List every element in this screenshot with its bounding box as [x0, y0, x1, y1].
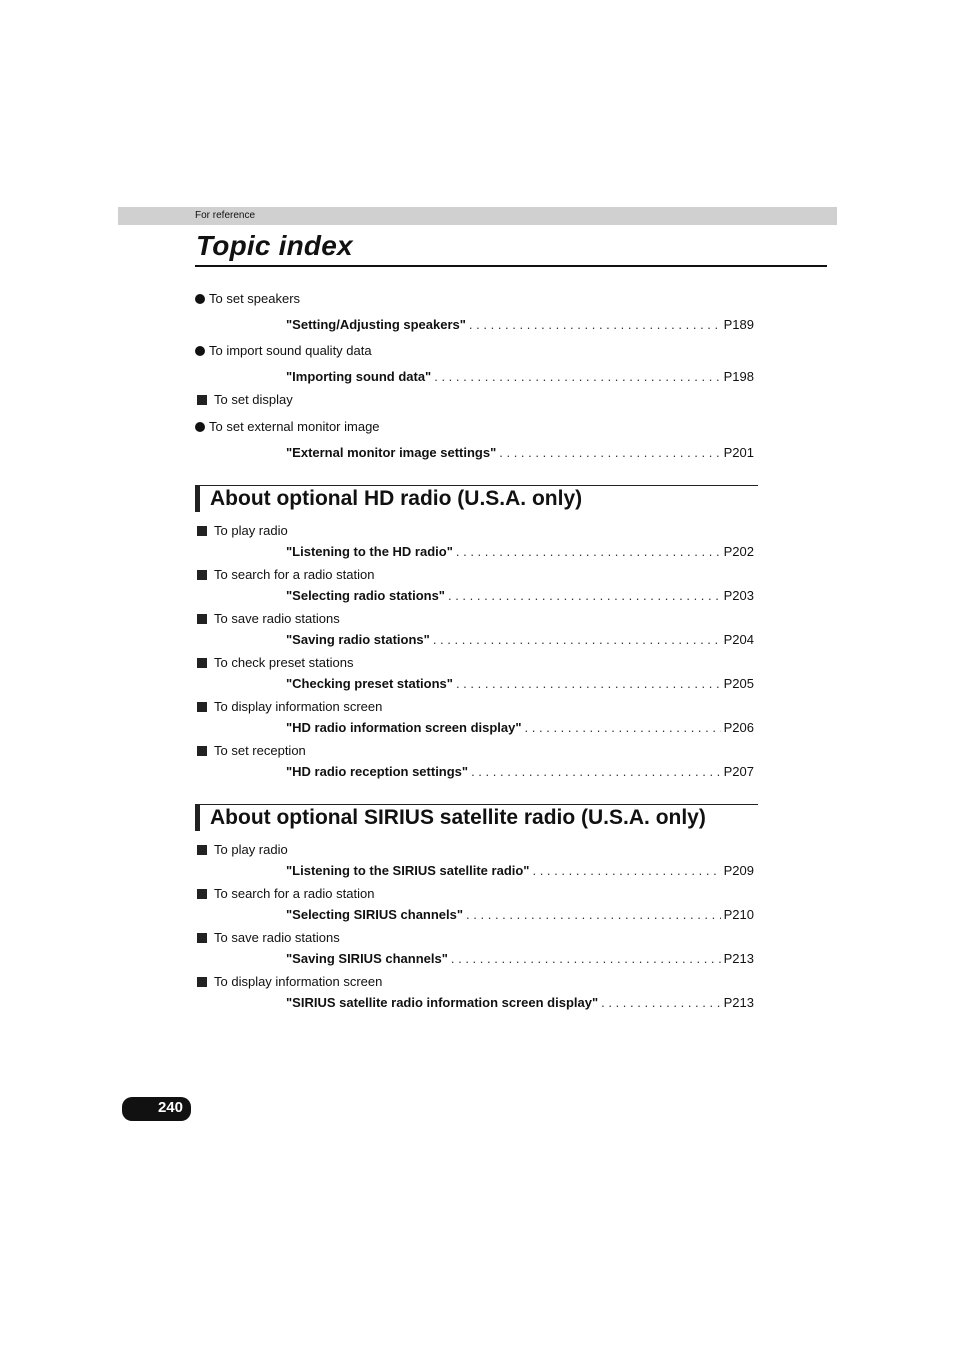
- topic-item: To search for a radio station: [195, 885, 374, 901]
- reference-row[interactable]: [286, 676, 754, 691]
- page-reference: P213: [723, 995, 754, 1010]
- bullet-square-icon: [197, 933, 207, 943]
- reference-row[interactable]: [286, 544, 754, 559]
- section-bar: [195, 805, 200, 831]
- dot-leader: [525, 720, 721, 735]
- section-title: About optional SIRIUS satellite radio (U.S.A. only): [210, 806, 706, 829]
- page-reference: P204: [723, 632, 754, 647]
- dot-leader: [466, 907, 721, 922]
- reference-title: "SIRIUS satellite radio information screen display": [286, 995, 599, 1010]
- topic-item: To set display: [195, 391, 293, 407]
- header-bar: [118, 207, 837, 225]
- topic-item: To import sound quality data: [195, 342, 372, 358]
- page-reference: P201: [723, 445, 754, 460]
- bullet-square-icon: [197, 570, 207, 580]
- topic-item: To set speakers: [195, 290, 300, 306]
- page-number-badge: [122, 1097, 191, 1121]
- title-rule: [195, 265, 827, 267]
- page-reference: P210: [723, 907, 754, 922]
- topic-item: To set reception: [195, 742, 306, 758]
- dot-leader: [532, 863, 720, 878]
- reference-row[interactable]: [286, 369, 754, 384]
- bullet-dot-icon: [195, 346, 205, 356]
- topic-item: To play radio: [195, 522, 288, 538]
- dot-leader: [471, 764, 721, 779]
- dot-leader: [433, 632, 721, 647]
- bullet-square-icon: [197, 977, 207, 987]
- page-reference: P213: [723, 951, 754, 966]
- bullet-square-icon: [197, 658, 207, 668]
- page-number: 240: [157, 1099, 183, 1116]
- page-reference: P203: [723, 588, 754, 603]
- topic-item: To check preset stations: [195, 654, 353, 670]
- section-heading-sirius: [195, 804, 758, 832]
- reference-row[interactable]: [286, 995, 754, 1010]
- reference-title: "Selecting SIRIUS channels": [286, 907, 464, 922]
- page-reference: P202: [723, 544, 754, 559]
- reference-row[interactable]: [286, 445, 754, 460]
- section-bar: [195, 486, 200, 512]
- page-reference: P198: [723, 369, 754, 384]
- topic-item: To save radio stations: [195, 929, 340, 945]
- section-heading-hd-radio: [195, 485, 758, 513]
- dot-leader: [469, 317, 721, 332]
- reference-row[interactable]: [286, 907, 754, 922]
- reference-row[interactable]: [286, 317, 754, 332]
- page-reference: P189: [723, 317, 754, 332]
- topic-item: To save radio stations: [195, 610, 340, 626]
- dot-leader: [499, 445, 720, 460]
- section-title: About optional HD radio (U.S.A. only): [210, 487, 583, 510]
- bullet-square-icon: [197, 845, 207, 855]
- reference-row[interactable]: [286, 863, 754, 878]
- reference-row[interactable]: [286, 764, 754, 779]
- page-title: Topic index: [196, 230, 353, 261]
- reference-row[interactable]: [286, 588, 754, 603]
- page-reference: P206: [723, 720, 754, 735]
- bullet-square-icon: [197, 614, 207, 624]
- topic-item: To display information screen: [195, 698, 382, 714]
- reference-title: "Importing sound data": [286, 369, 432, 384]
- reference-title: "Saving SIRIUS channels": [286, 951, 448, 966]
- reference-title: "Listening to the SIRIUS satellite radio": [286, 863, 530, 878]
- dot-leader: [451, 951, 721, 966]
- bullet-square-icon: [197, 702, 207, 712]
- bullet-square-icon: [197, 395, 207, 405]
- dot-leader: [434, 369, 720, 384]
- reference-row[interactable]: [286, 720, 754, 735]
- dot-leader: [601, 995, 720, 1010]
- reference-row[interactable]: [286, 951, 754, 966]
- reference-title: "Saving radio stations": [286, 632, 430, 647]
- reference-title: "Listening to the HD radio": [286, 544, 453, 559]
- bullet-dot-icon: [195, 422, 205, 432]
- reference-title: "Selecting radio stations": [286, 588, 445, 603]
- topic-item: To search for a radio station: [195, 566, 374, 582]
- bullet-dot-icon: [195, 294, 205, 304]
- bullet-square-icon: [197, 526, 207, 536]
- reference-title: "HD radio reception settings": [286, 764, 469, 779]
- topic-item: To set external monitor image: [195, 418, 380, 434]
- page-reference: P209: [723, 863, 754, 878]
- reference-title: "Setting/Adjusting speakers": [286, 317, 466, 332]
- dot-leader: [448, 588, 721, 603]
- page-reference: P207: [723, 764, 754, 779]
- reference-title: "HD radio information screen display": [286, 720, 522, 735]
- reference-title: "External monitor image settings": [286, 445, 497, 460]
- topic-item: To play radio: [195, 841, 288, 857]
- dot-leader: [456, 676, 721, 691]
- page-reference: P205: [723, 676, 754, 691]
- header-label: For reference: [195, 210, 256, 221]
- reference-title: "Checking preset stations": [286, 676, 453, 691]
- reference-row[interactable]: [286, 632, 754, 647]
- topic-item: To display information screen: [195, 973, 382, 989]
- dot-leader: [456, 544, 721, 559]
- bullet-square-icon: [197, 889, 207, 899]
- bullet-square-icon: [197, 746, 207, 756]
